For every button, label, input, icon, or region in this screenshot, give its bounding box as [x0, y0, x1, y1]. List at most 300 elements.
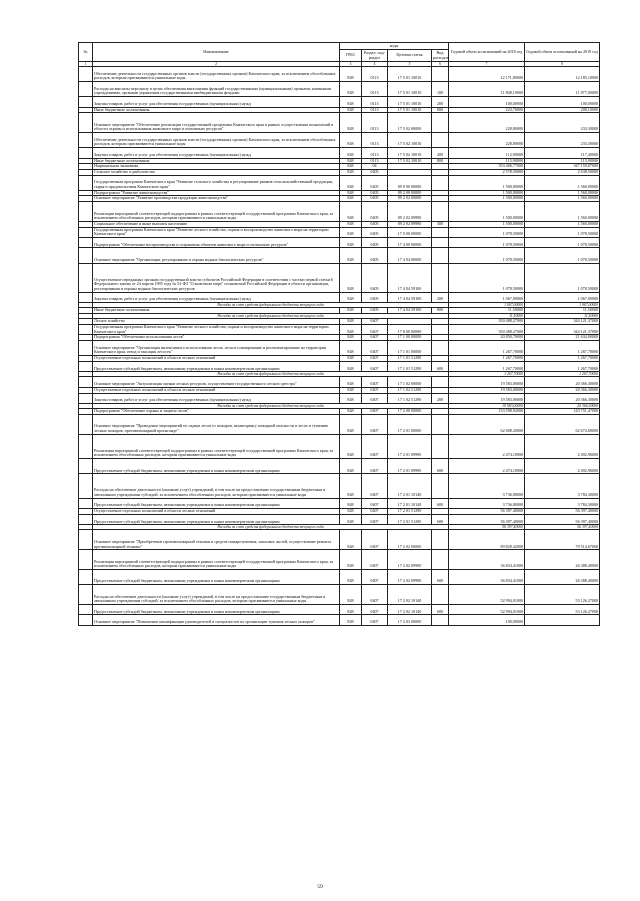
row-name: Подпрограмма "Обеспечение воспроизводства и сохранения объектов животного мира и охотничьих ресурсов" [93, 238, 340, 248]
row-name: Предоставление субсидий бюджетным, автономным учреждениям и иным некоммерческим организациям [93, 514, 340, 524]
vr-code: 600 [432, 604, 449, 614]
num-cell [79, 238, 93, 248]
table-row [79, 434, 600, 459]
table-row [79, 550, 600, 570]
row-name: Основное мероприятие "Организация, регулирование и охрана водных биологических ресурсов" [93, 248, 340, 263]
table-row [79, 498, 600, 508]
csr-code: 17 5 01 10010 [388, 82, 432, 97]
razdel-code: 0405 [362, 196, 388, 202]
vr-code [432, 263, 449, 292]
razdel-code: 0407 [362, 434, 388, 459]
razdel-code: 0407 [362, 530, 388, 550]
amount-2019: 56 397,40000 [525, 525, 600, 530]
amount-2018: 1 078,50000 [449, 248, 525, 263]
amount-2019: 11,50000 [525, 308, 600, 314]
row-name: Сельское хозяйство и рыболовство [93, 169, 340, 175]
table-row [79, 474, 600, 499]
row-name: Закупка товаров, работ и услуг для обеспечения государственных (муниципальных) нужд [93, 97, 340, 107]
row-name: Государственная программа Камчатского края "Развитие сельского хозяйства и регулирование рынков сельскохозяйственной продукции, сырья и продовольствия Камчатского края" [93, 175, 340, 190]
csr-code: 17 5 02 10010 [388, 148, 432, 158]
index-cell: 2 [93, 62, 340, 67]
amount-2018: 1 067,00000 [449, 303, 525, 308]
amount-2019: 20 366,30000 [525, 393, 600, 403]
amount-2018: 56 397,40000 [449, 525, 525, 530]
amount-2019: 143 751,47000 [525, 409, 600, 415]
amount-2019: 1 067,00000 [525, 303, 600, 308]
amount-2019: 344 121,37000 [525, 319, 600, 325]
amount-2018: 56 397,40000 [449, 509, 525, 515]
header-2018: Годовой объем ассигнований на 2018 год [449, 43, 525, 62]
vr-code: 800 [432, 158, 449, 164]
row-name: Предоставление субсидий бюджетным, автономным учреждениям и иным некоммерческим организациям [93, 570, 340, 585]
row-name: Осуществление переданных органам государственной власти субъектов Российской Федерации в соответствии с частью первой статьи 6 Федерального закона от 24 апреля 1995 года № 52-ФЗ "О животном мире" полномочий Российской Федерации в области организации, регулирования и охраны водных биологических ресурсов [93, 263, 340, 292]
amount-2018: 36 834,41000 [449, 550, 525, 570]
row-name: Основное мероприятие "Приобретение противопожарной техники и средств пожаротушения, запасных частей, осуществление ремонта противопожарной техники" [93, 530, 340, 550]
grbs-code: 848 [340, 356, 362, 362]
grbs-code: 848 [340, 248, 362, 263]
razdel-code: 0405 [362, 175, 388, 190]
amount-2018: 52 994,01000 [449, 585, 525, 605]
csr-code: 09 2 00 00000 [388, 190, 432, 196]
grbs-code: 848 [340, 414, 362, 434]
grbs-code: 848 [340, 238, 362, 248]
table-row [79, 67, 600, 82]
num-cell [79, 67, 93, 82]
amount-2018: 1 078,50000 [449, 263, 525, 292]
amount-2019: 1 267,70000 [525, 372, 600, 377]
row-name: Реализация мероприятий соответствующей подпрограммы в рамках соответствующей государственной программы Камчатского края, за исключением обособленных расходов, которым присваиваются уникальные коды [93, 202, 340, 222]
vr-code: 200 [432, 292, 449, 302]
num-cell [79, 361, 93, 371]
vr-code [432, 474, 449, 499]
amount-2019: 20 366,30000 [525, 403, 600, 408]
csr-code: 09 2 02 09990 [388, 202, 432, 222]
razdel-code: 0407 [362, 514, 388, 524]
amount-2018: 1 267,70000 [449, 341, 525, 356]
amount-2019: 56 397,40000 [525, 509, 600, 515]
amount-2018: 228,80000 [449, 133, 525, 148]
csr-code: 17 1 02 51290 [388, 387, 432, 393]
csr-code: 09 2 02 09990 [388, 221, 432, 227]
amount-2018: 353 466,77000 [449, 164, 525, 170]
amount-2019: 1 078,50000 [525, 263, 600, 292]
csr-code: 17 2 01 09990 [388, 434, 432, 459]
razdel-code: 0407 [362, 498, 388, 508]
amount-2018: 100,00000 [449, 97, 525, 107]
amount-2019: 117,40000 [525, 148, 600, 158]
amount-2019: 1 560,00000 [525, 196, 600, 202]
grbs-code: 848 [340, 341, 362, 356]
csr-code: 17 5 02 00000 [388, 113, 432, 133]
csr-code: 17 4 00 00000 [388, 238, 432, 248]
csr-code: 17 1 01 51290 [388, 361, 432, 371]
razdel-code: 0405 [362, 202, 388, 222]
amount-2018: 112,90000 [449, 148, 525, 158]
amount-2019: 1 560,00000 [525, 175, 600, 190]
amount-2018: 350 488,27000 [449, 319, 525, 325]
table-row [79, 133, 600, 148]
vr-code [432, 615, 449, 625]
num-cell [79, 585, 93, 605]
num-cell [79, 292, 93, 302]
num-cell [79, 227, 93, 237]
vr-code [432, 341, 449, 356]
row-name: Лесное хозяйство [93, 319, 340, 325]
csr-code: 17 2 02 10140 [388, 604, 432, 614]
num-cell [79, 248, 93, 263]
amount-2019: 11,50000 [525, 314, 600, 319]
num-cell [79, 263, 93, 292]
table-row [79, 604, 600, 614]
vr-code [432, 238, 449, 248]
row-name: Основное мероприятие "Развитие производства продукции животноводства" [93, 196, 340, 202]
csr-code: 17 1 00 00000 [388, 335, 432, 341]
amount-2019: 233,30000 [525, 113, 600, 133]
grbs-code: 848 [340, 82, 362, 97]
grbs-code: 848 [340, 164, 362, 170]
amount-2018: 1 500,00000 [449, 202, 525, 222]
csr-code: 17 5 02 10010 [388, 158, 432, 164]
row-name: Осуществление отдельных полномочий в области лесных отношений [93, 509, 340, 515]
grbs-code: 848 [340, 615, 362, 625]
amount-2019: 344 121,37000 [525, 324, 600, 334]
index-cell: 7 [449, 62, 525, 67]
amount-2018: 11,50000 [449, 308, 525, 314]
amount-2018: 100,00000 [449, 615, 525, 625]
num-cell [79, 377, 93, 387]
table-row [79, 248, 600, 263]
row-name: Национальная экономика [93, 164, 340, 170]
grbs-code: 848 [340, 227, 362, 237]
csr-code: 17 2 01 09990 [388, 459, 432, 474]
amount-2019: 1 067,00000 [525, 292, 600, 302]
csr-code: 17 2 01 00000 [388, 414, 432, 434]
num-cell [79, 324, 93, 334]
grbs-code: 848 [340, 221, 362, 227]
amount-2019: 115,90000 [525, 158, 600, 164]
row-name: Предоставление субсидий бюджетным, автономным учреждениям и иным некоммерческим организациям [93, 604, 340, 614]
budget-table-sheet [78, 42, 599, 626]
amount-2019: 100,00000 [525, 97, 600, 107]
razdel-code: 0407 [362, 615, 388, 625]
amount-2018: 2 474,10000 [449, 459, 525, 474]
amount-2019: 2 492,90000 [525, 459, 600, 474]
amount-2019: 26 388,40000 [525, 570, 600, 585]
vr-code: 100 [432, 82, 449, 97]
amount-2018: 1 500,00000 [449, 221, 525, 227]
vr-code [432, 414, 449, 434]
row-name: Иные бюджетные ассигнования [93, 308, 340, 314]
row-name: Расходы за счет средств федерального бюджета текущего года [93, 303, 449, 308]
razdel-code: 0407 [362, 550, 388, 570]
num-cell [79, 498, 93, 508]
razdel-code: 0405 [362, 263, 388, 292]
table-body [79, 67, 600, 626]
razdel-code: 0407 [362, 585, 388, 605]
amount-2019: 1 560,00000 [525, 221, 600, 227]
row-name: Иные бюджетные ассигнования [93, 107, 340, 113]
razdel-code: 04 [362, 164, 388, 170]
amount-2019: 2 492,90000 [525, 434, 600, 459]
grbs-code: 848 [340, 509, 362, 515]
csr-code: 17 5 01 10010 [388, 67, 432, 82]
csr-code: 17 4 04 59100 [388, 292, 432, 302]
amount-2018: 11,50000 [449, 314, 525, 319]
amount-2019: 233,30000 [525, 133, 600, 148]
grbs-code: 848 [340, 324, 362, 334]
num-cell [79, 570, 93, 585]
header-name: Наименование [93, 43, 340, 62]
amount-2018: 228,80000 [449, 113, 525, 133]
row-name: Государственная программа Камчатского края "Развитие лесного хозяйства, охрана и воспроизводство животного мира на территории Камчатского края" [93, 227, 340, 237]
amount-2018: 1 067,00000 [449, 292, 525, 302]
grbs-code: 848 [340, 133, 362, 148]
amount-2018: 3 736,80000 [449, 474, 525, 499]
row-name: Расходы за счет средств федерального бюджета текущего года [93, 372, 449, 377]
razdel-code: 0407 [362, 341, 388, 356]
amount-2019: 1 078,50000 [525, 238, 600, 248]
row-name: Закупка товаров, работ и услуг для обеспечения государственных (муниципальных) нужд [93, 148, 340, 158]
num-cell [79, 148, 93, 158]
grbs-code: 848 [340, 434, 362, 459]
grbs-code: 848 [340, 459, 362, 474]
csr-code: 09 0 00 00000 [388, 175, 432, 190]
amount-2019: 3 784,30000 [525, 498, 600, 508]
index-cell: 8 [525, 62, 600, 67]
num-cell [79, 202, 93, 222]
table-row [79, 148, 600, 158]
vr-code: 200 [432, 393, 449, 403]
amount-2019: 1 560,00000 [525, 190, 600, 196]
header-2019: Годовой объем ассигнований на 2019 год [525, 43, 600, 62]
grbs-code: 848 [340, 393, 362, 403]
grbs-code: 848 [340, 604, 362, 614]
amount-2018: 1 267,70000 [449, 372, 525, 377]
row-name: Обеспечение деятельности государственных органов власти (государственных органов) Камчатского края, за исключением обособленных расходов, которым присваиваются уникальные коды [93, 67, 340, 82]
vr-code: 600 [432, 459, 449, 474]
vr-code [432, 202, 449, 222]
num-cell [79, 459, 93, 474]
vr-code [432, 133, 449, 148]
csr-code: 17 2 02 00000 [388, 530, 432, 550]
index-cell: 5 [388, 62, 432, 67]
table-row [79, 615, 600, 625]
amount-2018: 36 834,41000 [449, 570, 525, 585]
csr-code: 17 4 04 59100 [388, 263, 432, 292]
table-row [79, 393, 600, 403]
row-name: Осуществление отдельных полномочий в области лесных отношений [93, 387, 340, 393]
row-name: Обеспечение деятельности государственных органов власти (государственных органов) Камчатского края, за исключением обособленных расходов, которым присваиваются уникальные коды [93, 133, 340, 148]
row-name: Расходы за счет средств федерального бюджета текущего года [93, 403, 449, 408]
num-cell [79, 615, 93, 625]
header-grbs: ГРБС [340, 50, 362, 62]
amount-2018: 89 828,42000 [449, 530, 525, 550]
row-name: Расходы за счет средств федерального бюджета текущего года [93, 314, 449, 319]
razdel-code: 0405 [362, 238, 388, 248]
amount-2018: 52 994,01000 [449, 604, 525, 614]
budget-table [78, 42, 600, 626]
razdel-code: 0407 [362, 319, 388, 325]
num-cell [79, 113, 93, 133]
vr-code [432, 248, 449, 263]
num-cell [79, 474, 93, 499]
row-name: Государственная программа Камчатского края "Развитие лесного хозяйства, охрана и воспроизводство животного мира на территории Камчатского края" [93, 324, 340, 334]
vr-code: 200 [432, 148, 449, 158]
grbs-code: 848 [340, 113, 362, 133]
amount-2018: 20 850,70000 [449, 335, 525, 341]
grbs-code: 848 [340, 409, 362, 415]
grbs-code: 848 [340, 175, 362, 190]
razdel-code: 0113 [362, 97, 388, 107]
vr-code [432, 585, 449, 605]
razdel-code: 0405 [362, 308, 388, 314]
grbs-code: 848 [340, 585, 362, 605]
csr-code: 17 2 02 09990 [388, 570, 432, 585]
vr-code [432, 175, 449, 190]
amount-2018: 3 736,80000 [449, 498, 525, 508]
num-cell [79, 514, 93, 524]
vr-code: 800 [432, 107, 449, 113]
vr-code [432, 324, 449, 334]
table-row [79, 570, 600, 585]
header-csr: Целевая статья [388, 50, 432, 62]
grbs-code: 848 [340, 148, 362, 158]
csr-code: 17 5 02 10010 [388, 133, 432, 148]
razdel-code: 0407 [362, 570, 388, 585]
razdel-code: 0113 [362, 107, 388, 113]
grbs-code: 848 [340, 570, 362, 585]
csr-code: 17 1 02 00000 [388, 377, 432, 387]
header-razdel: Раздел, под-раздел [362, 50, 388, 62]
amount-2019: 1 560,00000 [525, 202, 600, 222]
amount-2018: 1 267,70000 [449, 361, 525, 371]
amount-2018: 350 488,27000 [449, 324, 525, 334]
num-cell [79, 175, 93, 190]
csr-code: 17 2 02 10140 [388, 585, 432, 605]
row-name: Иные бюджетные ассигнования [93, 158, 340, 164]
amount-2018: 2 578,50000 [449, 169, 525, 175]
grbs-code: 848 [340, 107, 362, 113]
num-cell [79, 604, 93, 614]
row-name: Закупка товаров, работ и услуг для обеспечения государственных (муниципальных) нужд [93, 393, 340, 403]
grbs-code: 848 [340, 97, 362, 107]
razdel-code: 0407 [362, 459, 388, 474]
razdel-code: 0113 [362, 82, 388, 97]
csr-code: 17 1 01 00000 [388, 341, 432, 356]
row-name: Реализация мероприятий соответствующей подпрограммы в рамках соответствующей государственной программы Камчатского края, за исключением обособленных расходов, которым присваиваются уникальные коды [93, 550, 340, 570]
amount-2018: 19 583,00000 [449, 393, 525, 403]
table-row [79, 514, 600, 524]
table-row [79, 238, 600, 248]
amount-2018: 1 267,70000 [449, 356, 525, 362]
header-num: № [79, 43, 93, 62]
amount-2018: 19 583,00000 [449, 403, 525, 408]
row-name: Основное мероприятие "Организация интенсивного использования лесов, лесное планирование и регламентирование на территории Камчатского края, отвод и таксация лесосек" [93, 341, 340, 356]
amount-2018: 19 583,00000 [449, 377, 525, 387]
num-cell [79, 133, 93, 148]
csr-code: 17 1 02 51290 [388, 393, 432, 403]
csr-code: 17 2 01 51290 [388, 509, 432, 515]
razdel-code: 0405 [362, 221, 388, 227]
amount-2018: 62 608,20000 [449, 414, 525, 434]
amount-2019: 79 514,67000 [525, 530, 600, 550]
vr-code [432, 434, 449, 459]
amount-2019: 208,10000 [525, 107, 600, 113]
row-name: Подпрограмма "Развитие животноводства" [93, 190, 340, 196]
header-vr: Вид расходов [433, 49, 449, 60]
csr-code: 17 2 00 00000 [388, 409, 432, 415]
vr-code: 200 [432, 97, 449, 107]
amount-2018: 1 500,00000 [449, 196, 525, 202]
table-row [79, 263, 600, 292]
csr-code: 17 2 01 51290 [388, 514, 432, 524]
razdel-code: 0405 [362, 169, 388, 175]
num-cell [79, 530, 93, 550]
csr-code: 17 4 04 59100 [388, 308, 432, 314]
row-name: Социальное обеспечение и иные выплаты населению [93, 221, 340, 227]
index-cell: 6 [432, 62, 449, 67]
grbs-code: 848 [340, 292, 362, 302]
table-row [79, 113, 600, 133]
razdel-code: 0407 [362, 356, 388, 362]
table-row [79, 585, 600, 605]
num-cell [79, 550, 93, 570]
csr-code: 17 2 01 10140 [388, 474, 432, 499]
razdel-code: 0407 [362, 335, 388, 341]
vr-code [432, 67, 449, 82]
amount-2019: 20 366,30000 [525, 387, 600, 393]
table-row [79, 459, 600, 474]
csr-code: 17 2 02 09990 [388, 550, 432, 570]
grbs-code: 848 [340, 67, 362, 82]
vr-code: 300 [432, 221, 449, 227]
amount-2018: 223,70000 [449, 107, 525, 113]
csr-code: 17 0 00 00000 [388, 227, 432, 237]
index-cell: 4 [362, 62, 388, 67]
grbs-code: 848 [340, 361, 362, 371]
vr-code: 800 [432, 308, 449, 314]
grbs-code: 848 [340, 387, 362, 393]
razdel-code: 0113 [362, 148, 388, 158]
table-row [79, 175, 600, 190]
amount-2018: 56 397,40000 [449, 514, 525, 524]
amount-2019: 20 366,30000 [525, 377, 600, 387]
grbs-code: 848 [340, 190, 362, 196]
razdel-code: 0407 [362, 414, 388, 434]
amount-2019: 21 634,00000 [525, 335, 600, 341]
vr-code [432, 377, 449, 387]
vr-code: 600 [432, 514, 449, 524]
index-cell: 3 [340, 62, 362, 67]
grbs-code: 848 [340, 169, 362, 175]
amount-2019: 347 159,87000 [525, 164, 600, 170]
razdel-code: 0407 [362, 393, 388, 403]
row-name: Расходы на обеспечение деятельности (оказание услуг) учреждений, в том числе на предоставление государственным бюджетным и автономным учреждениям субсидий, за исключением обособленных расходов, которым присваиваются уникальные коды [93, 585, 340, 605]
row-name: Подпрограмма "Обеспечение использования лесов" [93, 335, 340, 341]
razdel-code: 0113 [362, 113, 388, 133]
razdel-code: 0405 [362, 227, 388, 237]
table-row [79, 377, 600, 387]
amount-2019: 12 185,10000 [525, 67, 600, 82]
num-cell [79, 434, 93, 459]
razdel-code: 0407 [362, 474, 388, 499]
grbs-code: 848 [340, 550, 362, 570]
csr-code: 17 1 01 51290 [388, 356, 432, 362]
row-name: Предоставление субсидий бюджетным, автономным учреждениям и иным некоммерческим организациям [93, 459, 340, 474]
amount-2018: 12 171,80000 [449, 67, 525, 82]
amount-2019: 1 078,50000 [525, 227, 600, 237]
grbs-code: 848 [340, 530, 362, 550]
